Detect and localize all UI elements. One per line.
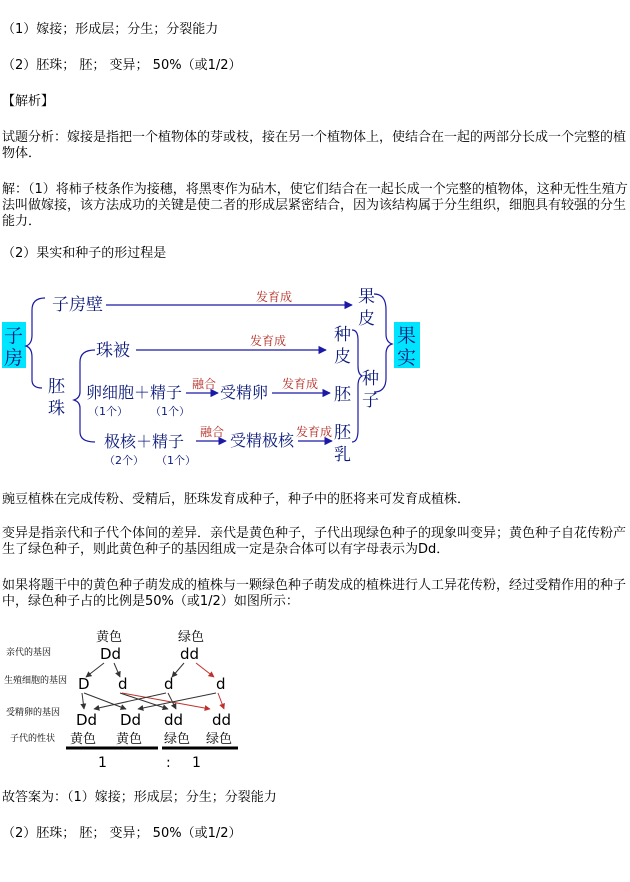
polar-count: （2个）	[104, 454, 144, 467]
pericarp-char-1: 果	[358, 287, 375, 307]
seed-char-2: 子	[362, 391, 379, 411]
egg-sperm-label: 卵细胞＋精子	[86, 383, 183, 402]
parent-yellow-genotype: Dd	[100, 645, 122, 663]
ovule-char-2: 珠	[48, 399, 65, 419]
parent-green-genotype: dd	[180, 645, 200, 663]
sperm-count-2: （1个）	[156, 454, 196, 467]
ovary-wall-label: 子房壁	[52, 295, 103, 315]
develop-label-1: 发育成	[256, 290, 293, 304]
sperm-count-1: （1个）	[150, 405, 190, 418]
final-answer-line-2: （2）胚珠； 胚； 变异； 50%（或1/2）	[2, 826, 242, 841]
analysis-paragraph-2: 解：（1）将柿子枝条作为接穗，将黑枣作为砧木，使它们结合在一起长成一个完整的植物体，这种无性生殖方法叫做嫁接，该方法成功的关键是使二者的形成层紧密结合，因为该结构属于分生组织，细胞具有较强的分生能力．	[2, 182, 628, 229]
gamete-D: D	[78, 675, 90, 693]
zygote-Dd-1: Dd	[76, 711, 98, 729]
cross-1	[82, 693, 84, 709]
parent-genotype-label: 亲代的基因	[6, 648, 52, 658]
analysis-heading: 【解析】	[2, 94, 55, 109]
endosperm-char-2: 乳	[334, 445, 351, 465]
fruit-char-1: 果	[397, 325, 417, 347]
egg-count: （1个）	[88, 405, 128, 418]
cross-8	[218, 693, 224, 709]
final-answer-line-1: 故答案为：（1）嫁接；形成层；分生；分裂能力	[2, 790, 277, 805]
endosperm-char-1: 胚	[334, 423, 351, 443]
seed-coat-char-1: 种	[334, 325, 351, 345]
offspring-yellow-1: 黄色	[70, 732, 97, 747]
integument-label: 珠被	[96, 341, 130, 361]
arrow-dd-d1	[172, 663, 184, 677]
fruit-formation-diagram	[0, 280, 630, 475]
zygote-genotype-label: 受精卵的基因	[6, 708, 61, 718]
zygote-dd-2: dd	[212, 711, 232, 729]
analysis-paragraph-1: 试题分析：嫁接是指把一个植物体的芽或枝，接在另一个植物体上，使结合在一起的两部分长成一个完整的植物体．	[2, 130, 627, 161]
zygote-Dd-2: Dd	[120, 711, 142, 729]
analysis-paragraph-3: （2）果实和种子的形过程是	[2, 246, 167, 261]
parent-green-trait: 绿色	[178, 630, 205, 645]
polar-sperm-label: 极核＋精子	[104, 432, 185, 451]
answer-line-1: （1）嫁接；形成层；分生；分裂能力	[2, 22, 219, 37]
ovary-brace	[26, 298, 45, 388]
zygote-dd-1: dd	[164, 711, 184, 729]
ratio-colon: :	[166, 755, 171, 771]
gamete-genotype-label: 生殖细胞的基因	[4, 676, 68, 686]
ratio-right: 1	[192, 755, 201, 771]
ovary-char-2: 房	[4, 347, 24, 369]
develop-label-2: 发育成	[250, 334, 287, 348]
fertilized-polar-label: 受精极核	[230, 431, 295, 450]
ovule-char-1: 胚	[48, 377, 65, 397]
gamete-d-3: d	[216, 675, 226, 693]
develop-label-4: 发育成	[296, 425, 333, 439]
seed-coat-char-2: 皮	[334, 347, 351, 367]
pericarp-char-2: 皮	[358, 309, 375, 329]
embryo-label: 胚	[334, 385, 351, 405]
ratio-left: 1	[98, 755, 107, 771]
offspring-green-2: 绿色	[206, 732, 233, 747]
analysis-paragraph-5: 变异是指亲代和子代个体间的差异．亲代是黄色种子，子代出现绿色种子的现象叫变异；黄色种子自花传粉产生了绿色种子，则此黄色种子的基因组成一定是杂合体可以有字母表示为Dd．	[2, 526, 627, 557]
parent-yellow-trait: 黄色	[96, 630, 123, 645]
cross-7	[138, 693, 216, 709]
seed-char-1: 种	[362, 369, 379, 389]
fusion-label-2: 融合	[200, 425, 225, 439]
analysis-paragraph-4: 豌豆植株在完成传粉、受精后，胚珠发育成种子，种子中的胚将来可发育成植株．	[2, 492, 471, 507]
gamete-d-2: d	[164, 675, 174, 693]
ovary-char-1: 子	[4, 325, 24, 347]
offspring-trait-label: 子代的性状	[10, 734, 56, 744]
seed-brace	[352, 330, 362, 442]
offspring-yellow-2: 黄色	[116, 732, 143, 747]
genetic-cross-diagram	[0, 625, 630, 775]
develop-label-3: 发育成	[282, 377, 319, 391]
gamete-d-1: d	[118, 675, 128, 693]
arrow-dd-d2	[196, 663, 214, 677]
fusion-label-1: 融合	[192, 377, 217, 391]
fruit-char-2: 实	[397, 347, 417, 369]
cross-3	[120, 693, 168, 709]
cross-4	[122, 693, 210, 709]
zygote-label: 受精卵	[220, 383, 269, 402]
answer-line-2: （2）胚珠； 胚； 变异； 50%（或1/2）	[2, 58, 242, 73]
analysis-paragraph-6: 如果将题干中的黄色种子萌发成的植株与一颗绿色种子萌发成的植株进行人工异花传粉，经过受精作用的种子中，绿色种子占的比例是50%（或1/2）如图所示：	[2, 578, 627, 609]
offspring-green-1: 绿色	[164, 732, 191, 747]
